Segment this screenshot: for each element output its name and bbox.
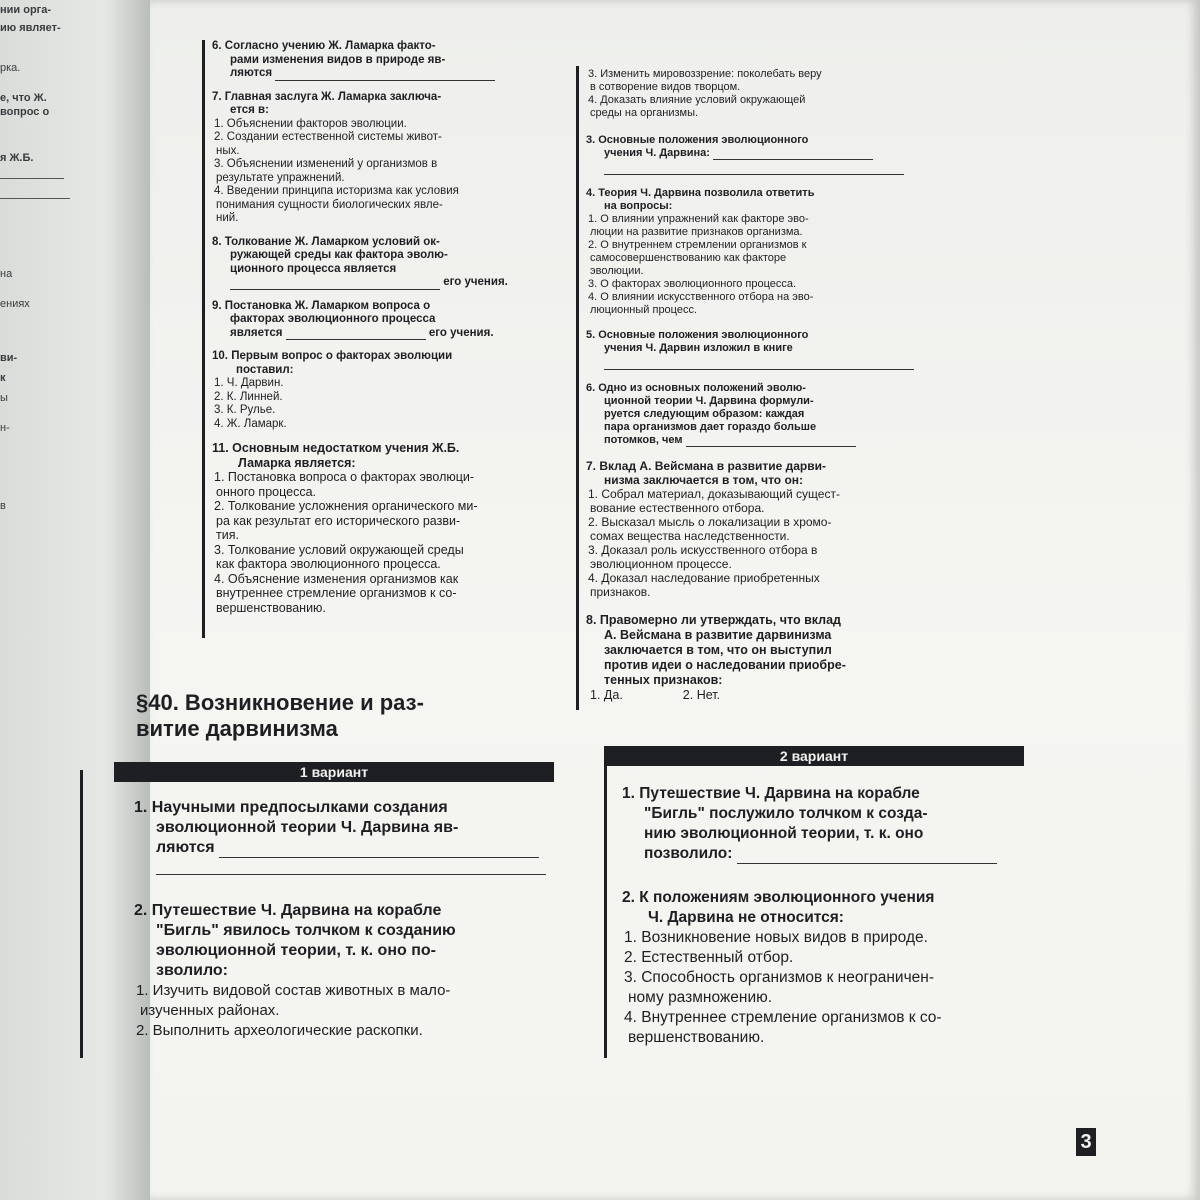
prev-fragment: н- bbox=[0, 422, 10, 434]
question-8-left bbox=[212, 236, 554, 290]
question-number: 8. bbox=[212, 235, 222, 248]
column-right-top bbox=[586, 68, 934, 713]
prev-fragment: нии орга- bbox=[0, 4, 52, 16]
answer-option[interactable]: 1. Возникновение новых видов в природе. bbox=[624, 929, 928, 946]
question-7-left bbox=[212, 91, 554, 226]
answer-blank[interactable] bbox=[604, 355, 914, 370]
prev-fragment: ию являет- bbox=[0, 22, 61, 34]
question-text: тенных признаков: bbox=[604, 673, 723, 687]
question-text: ется в: bbox=[230, 104, 269, 116]
question-number: 9. bbox=[212, 299, 222, 312]
answer-option-cont: ных. bbox=[216, 144, 240, 157]
question-number: 2. bbox=[622, 889, 635, 906]
answer-option-cont: эволюции. bbox=[590, 265, 644, 277]
answer-option-cont: самосовершенствованию как факторе bbox=[590, 252, 787, 264]
prev-fragment: вопрос о bbox=[0, 106, 50, 118]
prev-fragment: ы bbox=[0, 392, 8, 404]
prev-fragment: в bbox=[0, 500, 6, 512]
section-title-line: витие дарвинизма bbox=[136, 716, 338, 741]
question-text: ционной теории Ч. Дарвина формули- bbox=[604, 395, 814, 407]
question-number: 4. bbox=[586, 187, 596, 199]
question-text: Основным недостатком учения Ж.Б. bbox=[232, 441, 460, 455]
prev-rule bbox=[0, 198, 70, 199]
question-number: 1. bbox=[622, 785, 635, 802]
answer-option-cont: ний. bbox=[216, 212, 239, 224]
question-text: Путешествие Ч. Дарвина на корабле bbox=[639, 785, 920, 802]
answer-option[interactable]: 2. Высказал мысль о локализации в хромо- bbox=[588, 515, 832, 529]
column-rule-left-bottom bbox=[80, 770, 83, 1058]
question-3-right bbox=[586, 134, 934, 175]
answer-blank[interactable] bbox=[156, 858, 546, 875]
variant1-question-2 bbox=[134, 901, 564, 1041]
answer-option-cont: ра как результат его исторического разви- bbox=[216, 513, 461, 528]
question-text: учения Ч. Дарвин изложил в книге bbox=[604, 342, 793, 354]
answer-option-cont: сомах вещества наследственности. bbox=[590, 529, 790, 543]
answer-option[interactable]: 4. Внутреннее стремление организмов к со- bbox=[624, 1009, 942, 1026]
answer-blank[interactable] bbox=[604, 160, 904, 175]
variant-2-content bbox=[622, 784, 1042, 1058]
variant-1-content bbox=[134, 798, 564, 1051]
question-text: зволило: bbox=[156, 962, 229, 979]
answer-option[interactable]: 4. Введении принципа историзма как условия bbox=[214, 185, 459, 197]
answer-option[interactable]: 1. Собрал материал, доказывающий сущест- bbox=[588, 487, 840, 501]
variant-1-label: 1 вариант bbox=[299, 764, 369, 780]
prev-fragment: я Ж.Б. bbox=[0, 152, 34, 164]
previous-page-edge bbox=[0, 0, 150, 1200]
question-5-right bbox=[586, 329, 934, 370]
question-6-left bbox=[212, 40, 554, 81]
question-text: ружающей среды как фактора эволю- bbox=[230, 249, 448, 261]
variant-2-label: 2 вариант bbox=[779, 748, 849, 764]
question-text: Правомерно ли утверждать, что вклад bbox=[599, 613, 841, 627]
variant1-question-1 bbox=[134, 798, 564, 875]
variant2-question-2 bbox=[622, 888, 1042, 1048]
answer-option[interactable]: 3. Объяснении изменений у организмов в bbox=[214, 158, 438, 170]
answer-option[interactable]: 1. О влиянии упражнений как факторе эво- bbox=[588, 213, 809, 225]
question-text: Основные положения эволюционного bbox=[598, 329, 809, 341]
answer-option[interactable]: 1. Изучить видовой состав животных в мало- bbox=[136, 982, 451, 999]
question-text: факторах эволюционного процесса bbox=[230, 313, 436, 325]
answer-option-cont: люционный процесс. bbox=[590, 304, 698, 316]
question-text: "Бигль" явилось толчком к созданию bbox=[156, 922, 456, 939]
variant-2-header bbox=[604, 746, 1024, 766]
question-10-left bbox=[212, 350, 554, 431]
question-text: Толкование Ж. Ламарком условий ок- bbox=[224, 235, 440, 248]
question-text: ляются bbox=[156, 839, 215, 856]
prev-fragment: ви- bbox=[0, 352, 18, 364]
question-text: ляются bbox=[230, 67, 273, 79]
answer-option[interactable]: 1. Объяснении факторов эволюции. bbox=[214, 117, 407, 130]
question-text: низма заключается в том, что он: bbox=[604, 473, 804, 487]
question-number: 7. bbox=[212, 90, 222, 103]
answer-option[interactable]: 2. Создании естественной системы живот- bbox=[214, 131, 442, 143]
answer-blank[interactable] bbox=[219, 857, 539, 858]
question-number: 8. bbox=[586, 613, 597, 627]
prev-fragment: е, что Ж. bbox=[0, 92, 47, 104]
prev-rule bbox=[0, 178, 64, 179]
question-text: Научными предпосылками создания bbox=[151, 799, 448, 816]
question-number: 11. bbox=[212, 441, 229, 455]
question-text: эволюционной теории Ч. Дарвина яв- bbox=[156, 819, 459, 836]
answer-option-yes[interactable]: 1. Да. bbox=[590, 688, 623, 702]
answer-option-cont: среды на организмы. bbox=[590, 107, 699, 119]
question-number: 3. bbox=[586, 134, 596, 146]
answer-option-cont: изученных районах. bbox=[140, 1002, 280, 1019]
page-number: 3 bbox=[1076, 1128, 1096, 1156]
answer-blank[interactable] bbox=[275, 80, 495, 81]
question-text: К положениям эволюционного учения bbox=[639, 889, 935, 906]
question-2-continuation bbox=[586, 68, 934, 120]
answer-option[interactable]: 4. Доказал наследование приобретенных bbox=[588, 571, 820, 585]
column-rule-left-top bbox=[202, 40, 205, 638]
variant-1-header bbox=[114, 762, 554, 782]
question-text: Путешествие Ч. Дарвина на корабле bbox=[151, 902, 442, 919]
answer-option-cont: вование естественного отбора. bbox=[590, 501, 765, 515]
answer-option-cont: эволюционном процессе. bbox=[590, 557, 732, 571]
answer-option[interactable]: 2. Выполнить археологические раскопки. bbox=[136, 1022, 423, 1039]
question-number: 6. bbox=[586, 382, 596, 394]
answer-option[interactable]: 2. Толкование усложнения органического ми- bbox=[214, 499, 478, 513]
answer-option[interactable]: 4. Объяснение изменения организмов как bbox=[214, 571, 459, 586]
answer-option[interactable]: 4. Доказать влияние условий окружающей bbox=[588, 94, 806, 106]
answer-blank[interactable] bbox=[686, 446, 856, 447]
question-text: эволюционной теории, т. к. оно по- bbox=[156, 942, 436, 959]
question-text: Вклад А. Вейсмана в развитие дарви- bbox=[599, 459, 827, 473]
question-text: Первым вопрос о факторах эволюции bbox=[231, 350, 453, 362]
question-text: ционного процесса является bbox=[230, 262, 397, 275]
variant2-question-1 bbox=[622, 784, 1042, 864]
answer-option[interactable]: 3. К. Рулье. bbox=[214, 404, 276, 416]
question-text: является bbox=[230, 326, 283, 339]
answer-option-cont: вершенствованию. bbox=[628, 1029, 765, 1046]
question-text: позволило: bbox=[644, 845, 733, 862]
answer-option[interactable]: 3. Толкование условий окружающей среды bbox=[214, 542, 464, 557]
question-text: Ч. Дарвина не относится: bbox=[648, 909, 844, 926]
question-text: на вопросы: bbox=[604, 200, 673, 212]
answer-option-cont: результате упражнений. bbox=[216, 171, 345, 184]
question-text: рами изменения видов в природе яв- bbox=[230, 53, 446, 66]
question-number: 10. bbox=[212, 350, 228, 362]
answer-option[interactable]: 2. Естественный отбор. bbox=[624, 949, 794, 966]
section-title bbox=[136, 690, 546, 742]
workbook-page bbox=[134, 0, 1200, 1200]
question-text: против идеи о наследовании приобре- bbox=[604, 658, 846, 672]
question-text: пара организмов дает гораздо больше bbox=[604, 421, 817, 433]
question-number: 7. bbox=[586, 459, 597, 473]
section-title-line: §40. Возникновение и раз- bbox=[136, 690, 424, 715]
question-text: Теория Ч. Дарвина позволила ответить bbox=[598, 187, 815, 199]
answer-options-row bbox=[586, 688, 934, 703]
answer-option-cont: как фактора эволюционного процесса. bbox=[216, 557, 441, 571]
question-number: 1. bbox=[134, 799, 148, 816]
prev-fragment: ениях bbox=[0, 298, 30, 310]
answer-option[interactable]: 1. Постановка вопроса о факторах эволюци- bbox=[214, 470, 475, 484]
question-number: 6. bbox=[212, 40, 222, 52]
question-text: Постановка Ж. Ламарком вопроса о bbox=[224, 299, 431, 312]
question-text: Согласно учению Ж. Ламарка факто- bbox=[224, 40, 436, 52]
answer-option-cont: ному размножению. bbox=[628, 989, 773, 1006]
question-8-right bbox=[586, 613, 934, 703]
question-number: 2. bbox=[134, 902, 148, 919]
prev-fragment: рка. bbox=[0, 62, 21, 74]
question-text: его учения. bbox=[443, 276, 508, 288]
question-text: Ламарка является: bbox=[238, 455, 356, 470]
answer-blank[interactable] bbox=[286, 339, 426, 340]
column-rule-right-top bbox=[576, 66, 579, 710]
question-7-right bbox=[586, 459, 934, 599]
question-text: "Бигль" послужило толчком к созда- bbox=[644, 805, 928, 822]
answer-option[interactable]: 2. К. Линней. bbox=[214, 390, 283, 403]
answer-option[interactable]: 2. О внутреннем стремлении организмов к bbox=[588, 239, 807, 251]
answer-option[interactable]: 3. О факторах эволюционного процесса. bbox=[588, 278, 797, 290]
answer-option-cont: люции на развитие признаков организма. bbox=[590, 226, 803, 238]
answer-blank[interactable] bbox=[230, 289, 440, 290]
answer-option-no[interactable]: 2. Нет. bbox=[682, 688, 721, 702]
question-text: Главная заслуга Ж. Ламарка заключа- bbox=[224, 90, 442, 103]
answer-option[interactable]: 1. Ч. Дарвин. bbox=[214, 377, 284, 389]
question-text: Одно из основных положений эволю- bbox=[598, 382, 806, 394]
question-text: заключается в том, что он выступил bbox=[604, 643, 832, 657]
question-9-left bbox=[212, 300, 554, 341]
answer-option-cont: в сотворение видов творцом. bbox=[590, 81, 741, 93]
question-text: Основные положения эволюционного bbox=[598, 134, 809, 146]
question-text: его учения. bbox=[428, 326, 494, 339]
question-11-left bbox=[212, 441, 554, 615]
question-text: учения Ч. Дарвина: bbox=[604, 147, 710, 159]
question-4-right bbox=[586, 187, 934, 317]
question-text: потомков, чем bbox=[604, 434, 683, 446]
answer-option[interactable]: 3. Способность организмов к неограничен- bbox=[624, 969, 935, 986]
answer-option-cont: вершенствованию. bbox=[216, 600, 326, 615]
answer-option-cont: понимания сущности биологических явле- bbox=[216, 198, 443, 211]
question-number: 5. bbox=[586, 329, 596, 341]
answer-option[interactable]: 3. Доказал роль искусственного отбора в bbox=[588, 543, 818, 557]
question-text: руется следующим образом: каждая bbox=[604, 408, 805, 420]
answer-blank[interactable] bbox=[737, 863, 997, 864]
question-text: А. Вейсмана в развитие дарвинизма bbox=[604, 628, 832, 642]
answer-option-cont: признаков. bbox=[590, 585, 651, 599]
answer-option[interactable]: 3. Изменить мировоззрение: поколебать веру bbox=[588, 68, 822, 80]
answer-option-cont: тия. bbox=[216, 528, 239, 542]
answer-blank[interactable] bbox=[713, 159, 873, 160]
answer-option-cont: онного процесса. bbox=[216, 484, 316, 499]
answer-option[interactable]: 4. Ж. Ламарк. bbox=[214, 417, 287, 430]
prev-fragment: к bbox=[0, 372, 6, 384]
question-text: поставил: bbox=[236, 363, 294, 376]
column-rule-right-bottom bbox=[604, 758, 607, 1058]
answer-option-cont: внутреннее стремление организмов к со- bbox=[216, 586, 457, 600]
question-6-right bbox=[586, 382, 934, 447]
answer-option[interactable]: 4. О влиянии искусственного отбора на эво- bbox=[588, 291, 814, 303]
prev-fragment: на bbox=[0, 268, 13, 280]
column-left-top bbox=[212, 40, 554, 625]
question-text: нию эволюционной теории, т. к. оно bbox=[644, 825, 924, 842]
